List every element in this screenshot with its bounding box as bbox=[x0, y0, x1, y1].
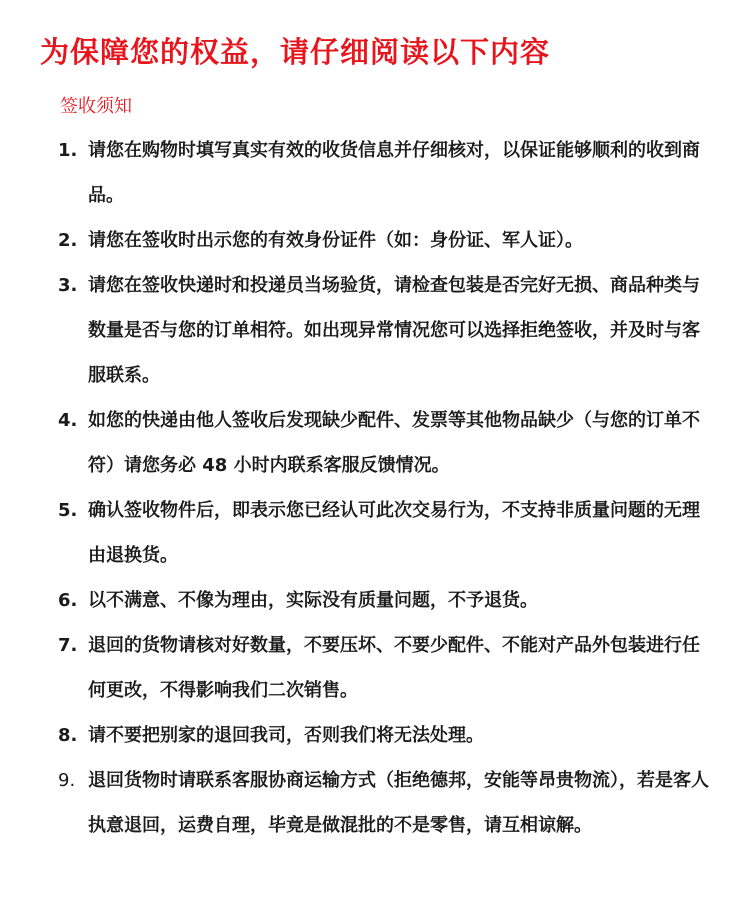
item-number: 5. bbox=[58, 500, 78, 521]
item-number: 4. bbox=[58, 410, 78, 431]
item-text: 以不满意、不像为理由，实际没有质量问题，不予退货。 bbox=[88, 590, 538, 611]
item-text: 请不要把别家的退回我司，否则我们将无法处理。 bbox=[88, 725, 484, 746]
item-number: 3. bbox=[58, 275, 78, 296]
item-text: 请您在购物时填写真实有效的收货信息并仔细核对，以保证能够顺利的收到商品。 bbox=[88, 140, 700, 206]
list-item bbox=[0, 623, 750, 713]
item-text: 退回货物时请联系客服协商运输方式（拒绝德邦，安能等昂贵物流），若是客人执意退回，运费自理，毕竟是做混批的不是零售，请互相谅解。 bbox=[88, 770, 709, 836]
item-number: 7. bbox=[58, 635, 78, 656]
notice-title: 为保障您的权益，请仔细阅读以下内容 bbox=[40, 35, 551, 69]
item-number: 6. bbox=[58, 590, 78, 611]
item-number: 2. bbox=[58, 230, 78, 251]
item-text: 退回的货物请核对好数量，不要压坏、不要少配件、不能对产品外包装进行任何更改，不得影响我们二次销售。 bbox=[88, 635, 700, 701]
notice-list bbox=[0, 128, 750, 848]
list-item bbox=[0, 758, 750, 848]
list-item bbox=[0, 713, 750, 758]
item-number: 8. bbox=[58, 725, 78, 746]
list-item bbox=[0, 488, 750, 578]
list-item bbox=[0, 128, 750, 218]
item-number: 9. bbox=[58, 770, 76, 791]
list-item bbox=[0, 578, 750, 623]
item-text: 请您在签收快递时和投递员当场验货，请检查包装是否完好无损、商品种类与数量是否与您的订单相符。如出现异常情况您可以选择拒绝签收，并及时与客服联系。 bbox=[88, 275, 700, 386]
section-heading: 签收须知 bbox=[60, 96, 132, 117]
item-text: 确认签收物件后，即表示您已经认可此次交易行为，不支持非质量问题的无理由退换货。 bbox=[88, 500, 700, 566]
item-number: 1. bbox=[58, 140, 78, 161]
list-item bbox=[0, 398, 750, 488]
list-item bbox=[0, 263, 750, 398]
list-item bbox=[0, 218, 750, 263]
item-text: 请您在签收时出示您的有效身份证件（如：身份证、军人证）。 bbox=[88, 230, 583, 251]
item-text: 如您的快递由他人签收后发现缺少配件、发票等其他物品缺少（与您的订单不符）请您务必 48 小时内联系客服反馈情况。 bbox=[88, 410, 700, 476]
